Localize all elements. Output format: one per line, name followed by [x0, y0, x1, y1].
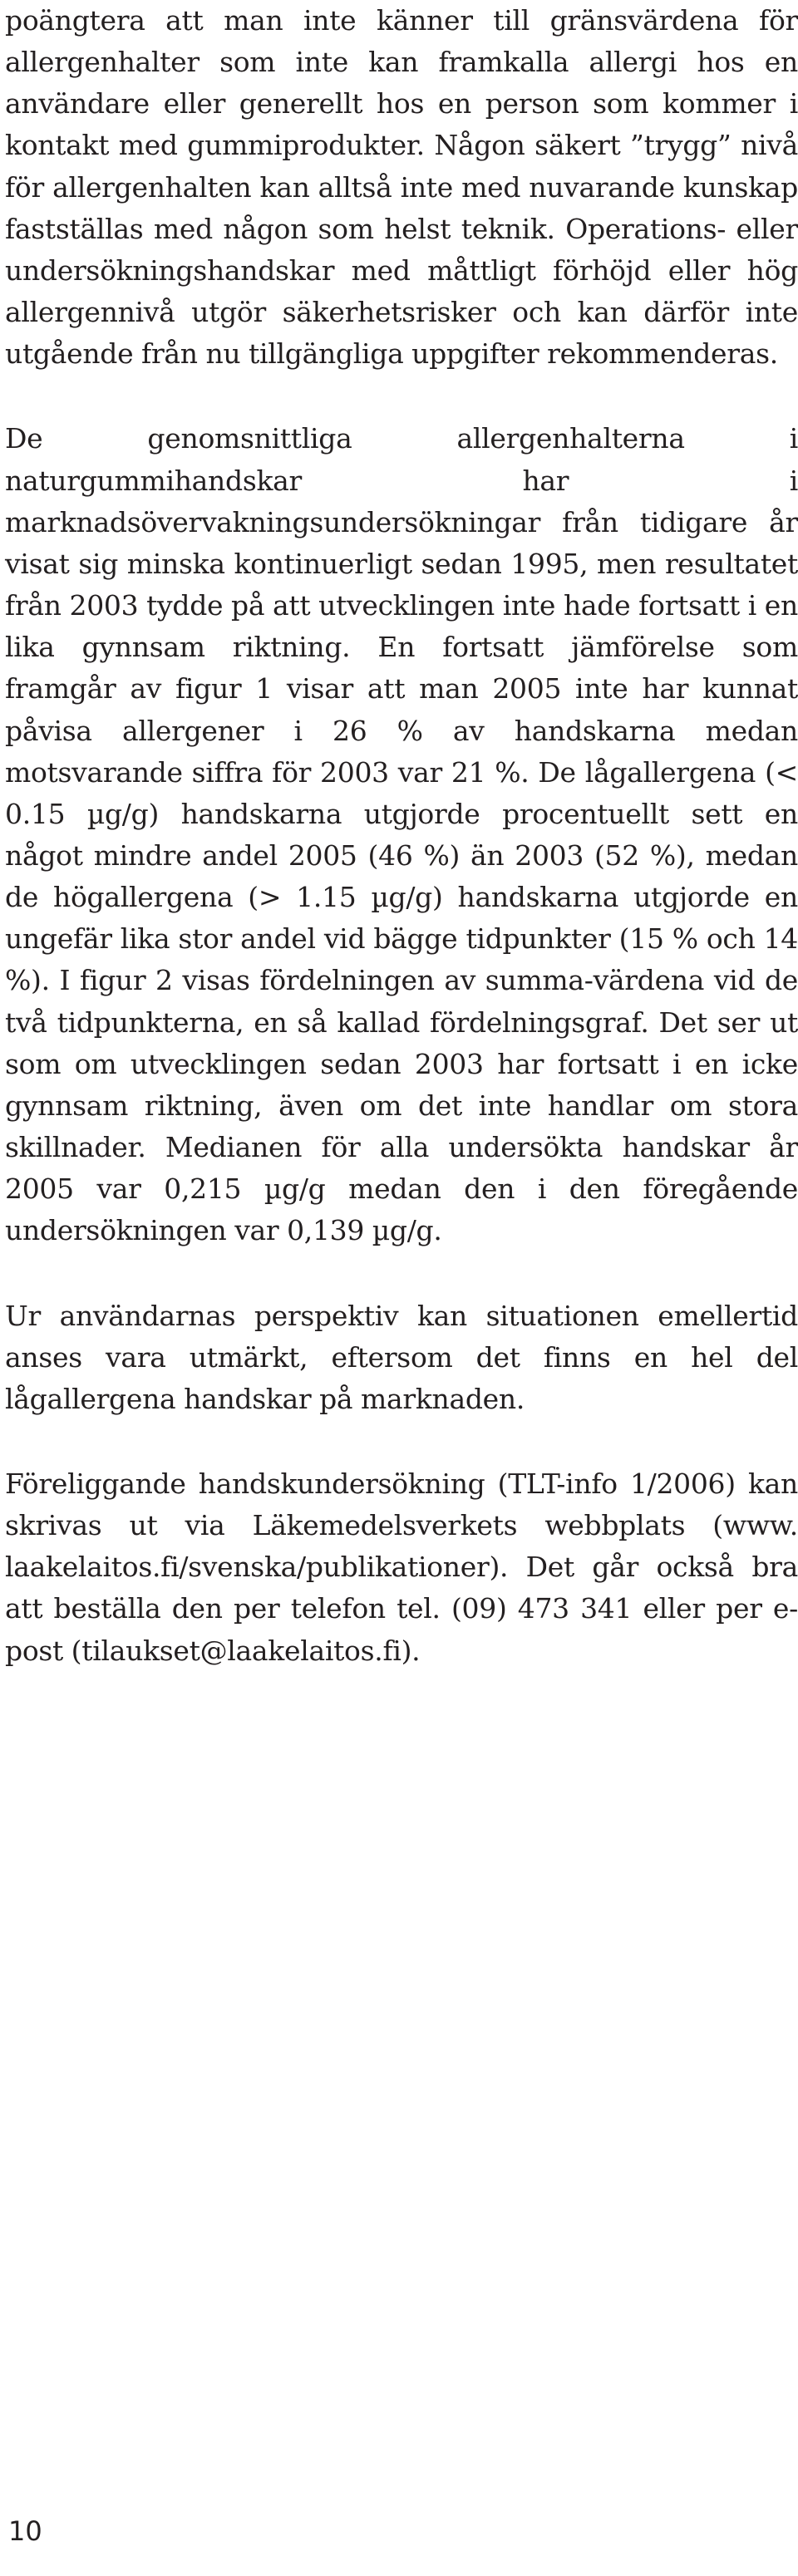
- document-body: [5, 0, 798, 1672]
- paragraph-publication-info: Föreliggande handskundersökning (TLT-info 1/2006) kan skrivas ut via Läkemedelsverkets webbplats (www. laakelaitos.fi/svenska/publikationer). Det går också bra att beställa den per telefon tel. (09) 473 341 eller per e-post (tilaukset@laakelaitos.fi).: [5, 1467, 798, 1667]
- paragraph-allergen-limits: poängtera att man inte känner till gränsvärdena för allergenhalter som inte kan framkalla allergi hos en användare eller generellt hos en person som kommer i kontakt med gummiprodukter. Någon säkert ”trygg” nivå för allergenhalten kan alltså inte med nuvarande kunskap fastställas med någon som helst teknik. Operations- eller undersökningshandskar med måttligt förhöjd eller hög allergennivå utgör säkerhetsrisker och kan därför inte utgående från nu tillgängliga uppgifter rekommenderas.: [5, 4, 798, 371]
- page-number: 10: [8, 2515, 42, 2547]
- paragraph-user-perspective: Ur användarnas perspektiv kan situationen emellertid anses vara utmärkt, eftersom det finns en hel del lågallergena handskar på marknaden.: [5, 1299, 798, 1415]
- paragraph-market-surveillance: De genomsnittliga allergenhalterna i naturgummihandskar har i marknadsövervakningsundersökningar från tidigare år visat sig minska kontinuerligt sedan 1995, men resultatet från 2003 tydde på att utvecklingen inte hade fortsatt i en lika gynnsam riktning. En fortsatt jämförelse som framgår av figur 1 visar att man 2005 inte har kunnat påvisa allergener i 26 % av handskarna medan motsvarande siffra för 2003 var 21 %. De lågallergena (< 0.15 µg/g) handskarna utgjorde procentuellt sett en något mindre andel 2005 (46 %) än 2003 (52 %), medan de högallergena (> 1.15 µg/g) handskarna utgjorde en ungefär lika stor andel vid bägge tidpunkter (15 % och 14 %). I figur 2 visas fördelningen av summa-värdena vid de två tidpunkterna, en så kallad fördelningsgraf. Det ser ut som om utvecklingen sedan 2003 har fortsatt i en icke gynnsam riktning, även om det inte handlar om stora skillnader. Medianen för alla undersökta handskar år 2005 var 0,215 µg/g medan den i den föregående undersökningen var 0,139 µg/g.: [5, 422, 798, 1247]
